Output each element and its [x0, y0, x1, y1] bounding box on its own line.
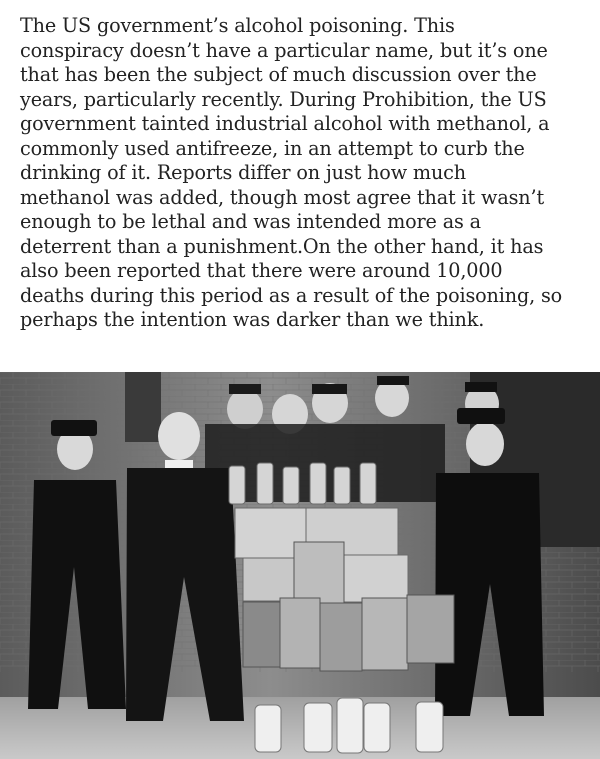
historical-photo: [0, 372, 600, 759]
window-frame: [125, 372, 161, 442]
prohibition-group-photo: [0, 372, 600, 759]
article-text: The US government’s alcohol poisoning. This conspiracy doesn’t have a particular name, but it’s one that has been the subject of much discussion over the years, particularly recently. During Prohibition, the US government tainted industrial alcohol with methanol, a commonly used antifreeze, in an attempt to curb the drinking of it. Reports differ on just how much methanol was added, though most agree that it wasn’t enough to be lethal and was intended more as a deterrent than a punishment.On the other hand, it has also been reported that there were around 10,000 deaths during this period as a result of the poisoning, so perhaps the intention was darker than we think.: [20, 14, 563, 331]
